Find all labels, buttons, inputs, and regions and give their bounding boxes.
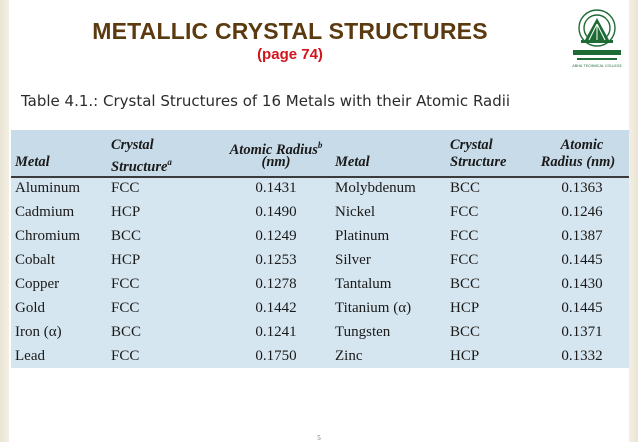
header-structure-sup: a [167,157,172,167]
college-logo-icon [567,6,627,70]
cell-radius-2: 0.1445 [561,252,603,268]
cell-structure-2: BCC [450,324,481,340]
cell-structure: HCP [111,252,141,268]
cell-radius: 0.1253 [255,252,297,268]
cell-radius: 0.1750 [255,348,297,364]
cell-radius: 0.1241 [255,324,297,340]
logo-text: ABHA TECHNICAL COLLEGE [572,64,622,68]
cell-structure: FCC [111,180,140,196]
cell-radius-2: 0.1363 [561,180,603,196]
cell-metal-2: Nickel [335,204,375,220]
cell-radius: 0.1431 [255,180,297,196]
cell-radius: 0.1249 [255,228,297,244]
header-structure-text: Structure [111,158,168,175]
table-row [11,273,629,297]
header-atomic-2: Atomic [560,137,604,153]
cell-metal: Lead [15,348,45,364]
table-row [11,225,629,249]
cell-metal: Iron (α) [15,324,62,340]
cell-structure-2: FCC [450,252,479,268]
slide-title: METALLIC CRYSTAL STRUCTURES [92,18,488,44]
cell-radius: 0.1442 [255,300,297,316]
cell-metal: Copper [15,276,60,292]
header-atomic-radius-text: Atomic Radius [229,141,318,158]
cell-radius: 0.1278 [255,276,297,292]
cell-radius-2: 0.1246 [561,204,603,220]
cell-radius-2: 0.1445 [561,300,603,316]
cell-metal-2: Tungsten [335,324,391,340]
cell-metal-2: Zinc [335,348,363,364]
header-metal-2: Metal [335,154,370,170]
table-row [11,297,629,321]
cell-structure: FCC [111,348,140,364]
cell-structure-2: FCC [450,228,479,244]
cell-structure: HCP [111,204,141,220]
cell-structure-2: BCC [450,180,481,196]
cell-structure: BCC [111,324,142,340]
header-nm: (nm) [261,154,291,170]
cell-structure: FCC [111,276,140,292]
header-atomic-radius-sup: b [317,140,323,150]
table-row [11,177,629,201]
cell-structure-2: HCP [450,300,480,316]
table-row [11,321,629,345]
cell-radius-2: 0.1371 [561,324,603,340]
cell-metal: Aluminum [15,180,81,196]
cell-metal-2: Platinum [335,228,390,244]
cell-radius-2: 0.1430 [561,276,603,292]
cell-metal-2: Titanium (α) [335,300,412,316]
cell-metal-2: Molybdenum [335,180,416,196]
cell-structure-2: BCC [450,276,481,292]
cell-radius: 0.1490 [255,204,297,220]
header-structure-2: Structure [450,154,507,170]
header-radius-nm-2: Radius (nm) [540,154,616,170]
page-number: 5 [317,434,321,442]
cell-metal-2: Silver [335,252,371,268]
header-metal: Metal [15,154,50,170]
table-row [11,249,629,273]
header-crystal-2: Crystal [450,137,493,153]
cell-structure: FCC [111,300,140,316]
cell-structure-2: HCP [450,348,480,364]
cell-metal: Cadmium [15,204,75,220]
table-row [11,201,629,225]
cell-radius-2: 0.1332 [561,348,603,364]
crystal-structure-table [11,130,629,368]
cell-metal: Chromium [15,228,81,244]
right-border-bar [629,0,638,442]
left-border-bar [0,0,9,442]
cell-structure: BCC [111,228,142,244]
cell-metal-2: Tantalum [335,276,392,292]
cell-metal: Gold [15,300,45,316]
slide-subtitle: (page 74) [257,46,323,63]
cell-structure-2: FCC [450,204,479,220]
header-crystal: Crystal [111,137,154,153]
cell-radius-2: 0.1387 [561,228,603,244]
cell-metal: Cobalt [15,252,55,268]
header-structure [111,154,172,175]
table-caption: Table 4.1.: Crystal Structures of 16 Metals with their Atomic Radii [21,92,511,110]
table-row [11,345,629,369]
